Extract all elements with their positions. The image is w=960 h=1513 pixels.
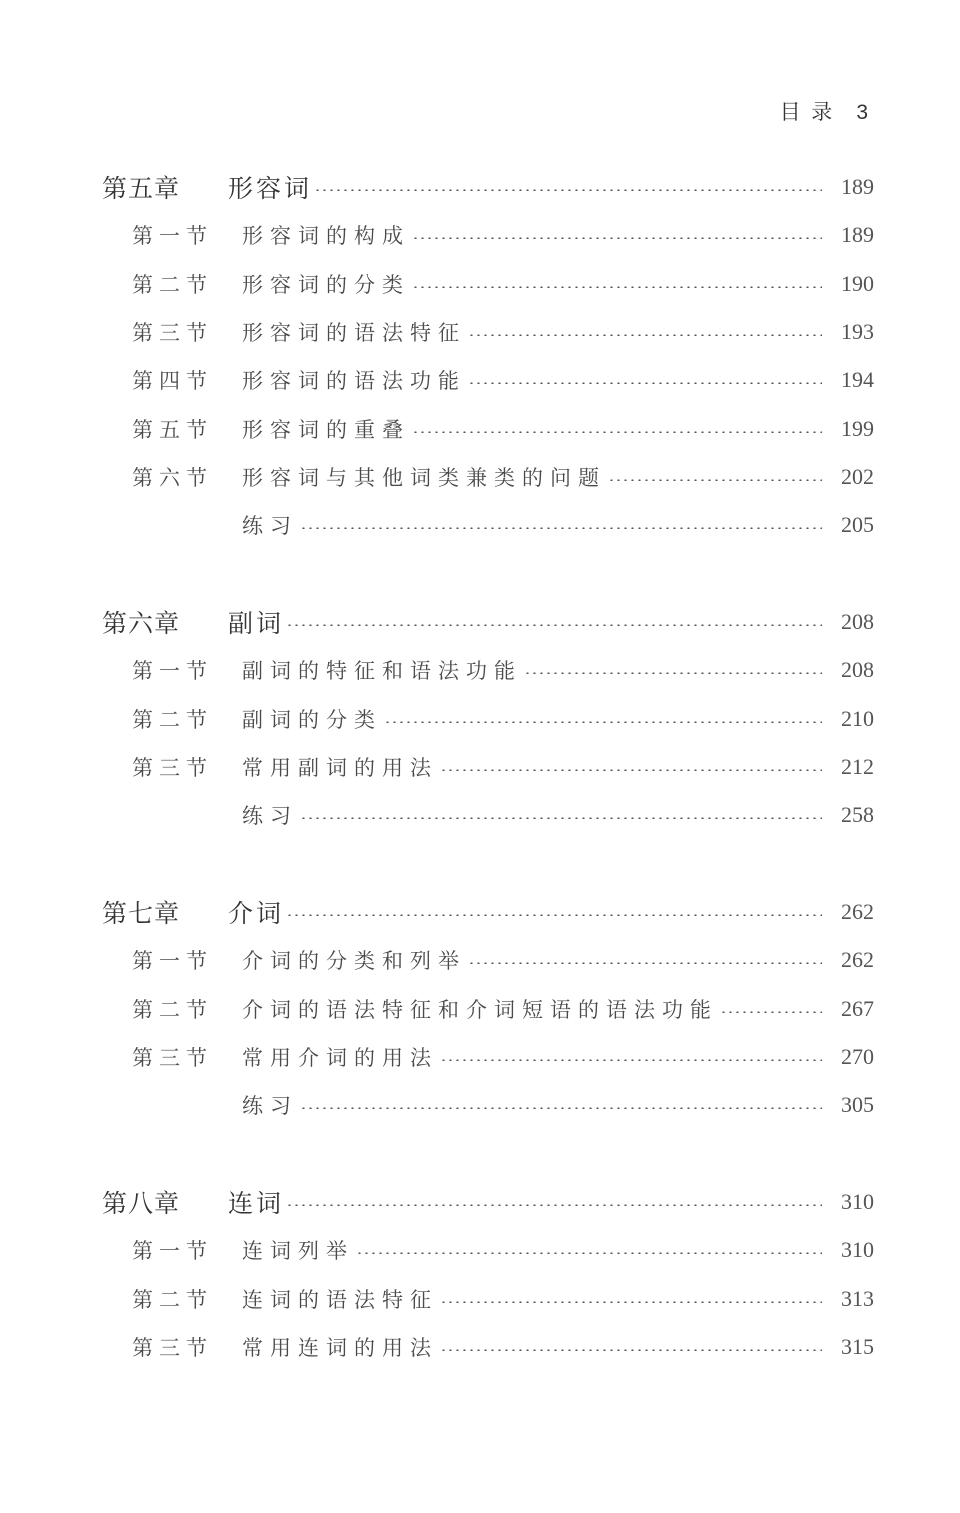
- toc-chapter-title: 形容词: [228, 174, 313, 203]
- toc-section-title: 副词的分类: [242, 708, 382, 732]
- toc-section[interactable]: [0, 312, 960, 352]
- dot-leader: [300, 1107, 822, 1109]
- toc-section[interactable]: [0, 1327, 960, 1367]
- toc-section-label: 第二节: [132, 998, 213, 1022]
- toc-section[interactable]: [0, 360, 960, 400]
- toc-section-page-number: 267: [841, 996, 874, 1021]
- toc-section-label: 第二节: [132, 273, 213, 297]
- toc-section[interactable]: [0, 747, 960, 787]
- dot-leader: [468, 962, 822, 964]
- dot-leader: [286, 624, 822, 626]
- dot-leader: [356, 1252, 822, 1254]
- dot-leader: [440, 1349, 822, 1351]
- toc-section[interactable]: [0, 1085, 960, 1125]
- toc-section-label: 第五节: [132, 418, 213, 442]
- toc-section-label: 第一节: [132, 1239, 213, 1263]
- toc-section-label: 第三节: [132, 1336, 213, 1360]
- toc-section-page-number: 194: [841, 367, 874, 392]
- toc-section-title: 副词的特征和语法功能: [242, 659, 522, 683]
- toc-section-title: 形容词的重叠: [242, 418, 410, 442]
- toc-chapter[interactable]: [0, 1182, 960, 1222]
- toc-section-page-number: 190: [841, 271, 874, 296]
- toc-section-title: 介词的语法特征和介词短语的语法功能: [242, 998, 718, 1022]
- toc-section-page-number: 189: [841, 222, 874, 247]
- toc-chapter[interactable]: [0, 602, 960, 642]
- toc-section-page-number: 208: [841, 657, 874, 682]
- toc-section-page-number: 313: [841, 1286, 874, 1311]
- toc-chapter-page-number: 208: [841, 609, 874, 634]
- toc-section[interactable]: [0, 1279, 960, 1319]
- toc-section-page-number: 202: [841, 464, 874, 489]
- toc-section[interactable]: [0, 650, 960, 690]
- toc-section[interactable]: [0, 699, 960, 739]
- dot-leader: [524, 672, 822, 674]
- toc-chapter-label: 第六章: [102, 609, 181, 638]
- running-header: [780, 96, 870, 126]
- toc-section-title: 形容词与其他词类兼类的问题: [242, 466, 606, 490]
- toc-section-page-number: 205: [841, 512, 874, 537]
- toc-section-title: 形容词的分类: [242, 273, 410, 297]
- toc-section-title: 形容词的语法特征: [242, 321, 466, 345]
- toc-section-page-number: 212: [841, 754, 874, 779]
- toc-section[interactable]: [0, 457, 960, 497]
- toc-chapter-label: 第八章: [102, 1189, 181, 1218]
- toc-chapter-page-number: 310: [841, 1189, 874, 1214]
- dot-leader: [468, 334, 822, 336]
- toc-section[interactable]: [0, 409, 960, 449]
- toc-section[interactable]: [0, 795, 960, 835]
- dot-leader: [286, 1204, 822, 1206]
- toc-section-page-number: 262: [841, 947, 874, 972]
- toc-section-title: 连词的语法特征: [242, 1288, 438, 1312]
- dot-leader: [440, 769, 822, 771]
- toc-chapter-label: 第五章: [102, 174, 181, 203]
- toc-section-title: 常用连词的用法: [242, 1336, 438, 1360]
- toc-section[interactable]: [0, 1230, 960, 1270]
- toc-section-page-number: 210: [841, 706, 874, 731]
- toc-chapter-title: 连词: [228, 1189, 285, 1218]
- toc-section[interactable]: [0, 940, 960, 980]
- toc-section-label: 第二节: [132, 708, 213, 732]
- toc-section-label: 第一节: [132, 224, 213, 248]
- toc-section-page-number: 193: [841, 319, 874, 344]
- toc-chapter-title: 副词: [228, 609, 285, 638]
- toc-section-label: 第六节: [132, 466, 213, 490]
- toc-section-label: 第一节: [132, 949, 213, 973]
- toc-section-title: 练习: [242, 1094, 298, 1118]
- toc-section-label: 第四节: [132, 369, 213, 393]
- toc-section-title: 常用副词的用法: [242, 756, 438, 780]
- toc-section-label: 第三节: [132, 1046, 213, 1070]
- toc-section-title: 形容词的构成: [242, 224, 410, 248]
- toc-chapter-page-number: 189: [841, 174, 874, 199]
- toc-section-title: 练习: [242, 514, 298, 538]
- header-title: 目 录: [779, 100, 835, 124]
- toc-chapter-title: 介词: [228, 899, 285, 928]
- toc-chapter[interactable]: [0, 892, 960, 932]
- toc-chapter-label: 第七章: [102, 899, 181, 928]
- toc-section-title: 常用介词的用法: [242, 1046, 438, 1070]
- toc-section-title: 练习: [242, 804, 298, 828]
- toc-section-page-number: 199: [841, 416, 874, 441]
- toc-section-label: 第三节: [132, 321, 213, 345]
- toc-section-page-number: 305: [841, 1092, 874, 1117]
- toc-section[interactable]: [0, 264, 960, 304]
- toc-section-title: 形容词的语法功能: [242, 369, 466, 393]
- toc-section[interactable]: [0, 1037, 960, 1077]
- dot-leader: [440, 1059, 822, 1061]
- dot-leader: [468, 382, 822, 384]
- dot-leader: [720, 1011, 822, 1013]
- dot-leader: [300, 817, 822, 819]
- dot-leader: [412, 237, 822, 239]
- toc-section-label: 第二节: [132, 1288, 213, 1312]
- toc-chapter[interactable]: [0, 167, 960, 207]
- toc-section[interactable]: [0, 215, 960, 255]
- dot-leader: [440, 1301, 822, 1303]
- toc-section[interactable]: [0, 505, 960, 545]
- dot-leader: [300, 527, 822, 529]
- toc-section-label: 第一节: [132, 659, 213, 683]
- header-page-number: 3: [856, 101, 870, 124]
- toc-section-page-number: 310: [841, 1237, 874, 1262]
- dot-leader: [286, 914, 822, 916]
- dot-leader: [384, 721, 822, 723]
- toc-section-label: 第三节: [132, 756, 213, 780]
- toc-section[interactable]: [0, 989, 960, 1029]
- toc-section-page-number: 315: [841, 1334, 874, 1359]
- toc-chapter-page-number: 262: [841, 899, 874, 924]
- toc-section-page-number: 258: [841, 802, 874, 827]
- dot-leader: [412, 286, 822, 288]
- toc-section-title: 连词列举: [242, 1239, 354, 1263]
- dot-leader: [608, 479, 822, 481]
- dot-leader: [314, 189, 822, 191]
- dot-leader: [412, 431, 822, 433]
- toc-section-title: 介词的分类和列举: [242, 949, 466, 973]
- toc-section-page-number: 270: [841, 1044, 874, 1069]
